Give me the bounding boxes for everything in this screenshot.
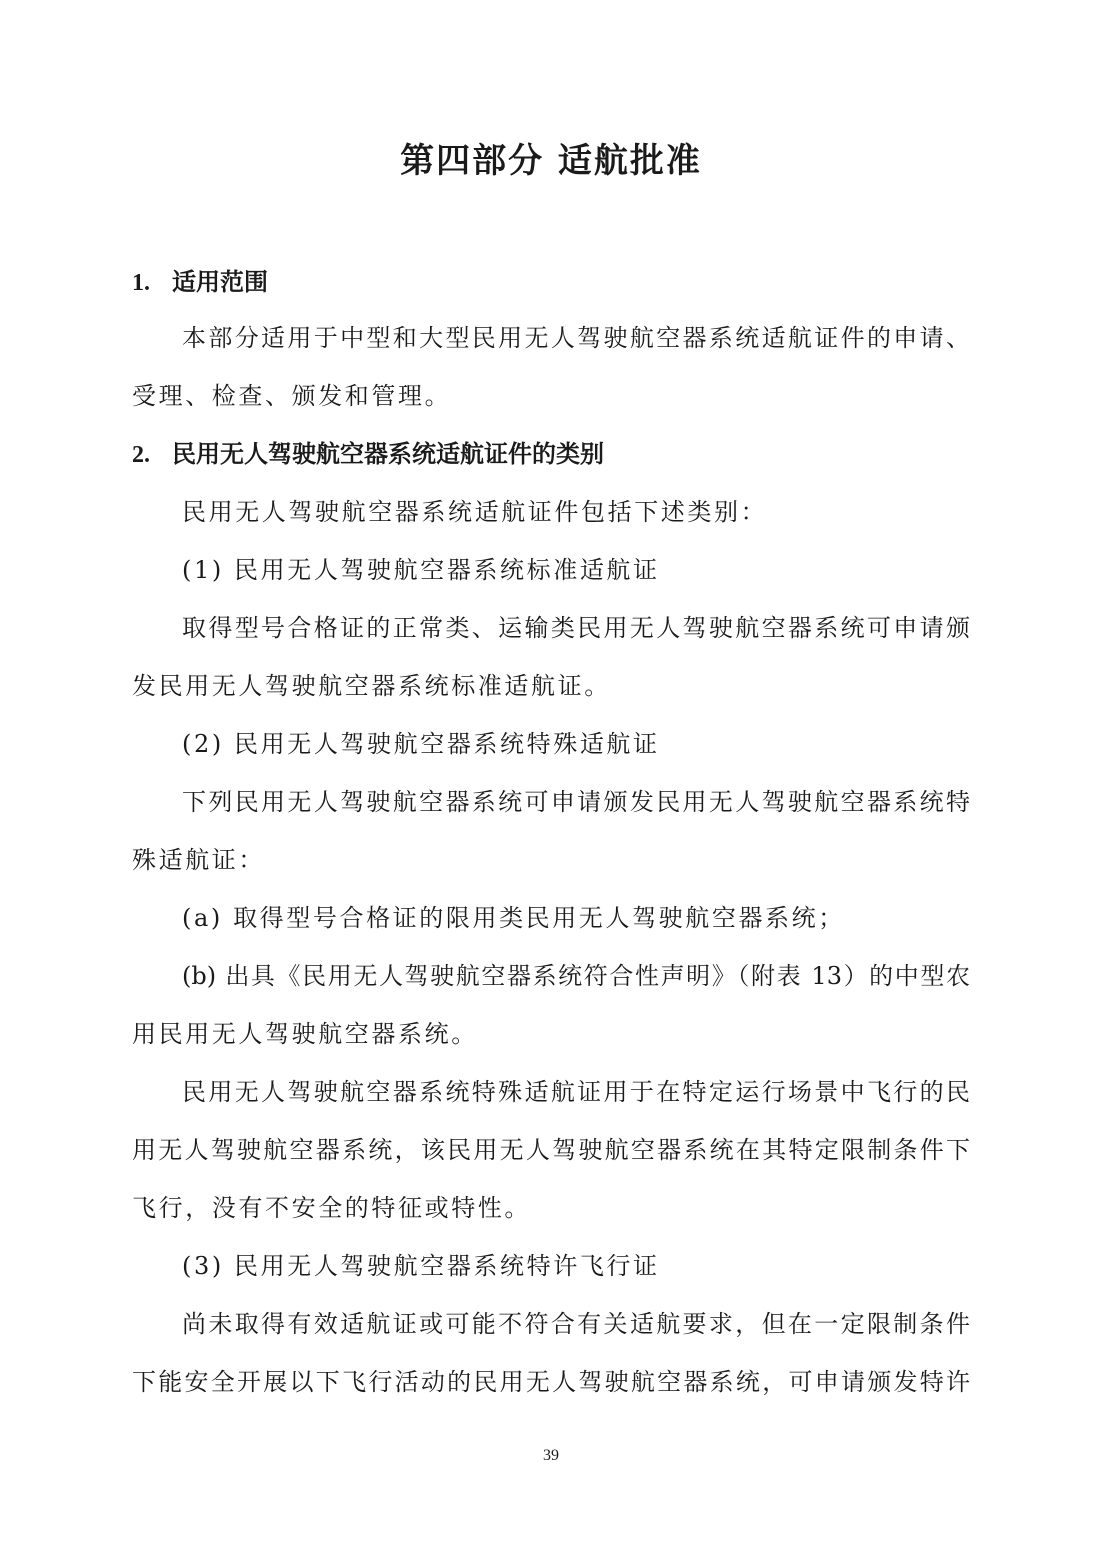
paragraph-line: 飞行，没有不安全的特征或特性。 [132, 1194, 531, 1222]
paragraph-line: 下列民用无人驾驶航空器系统可申请颁发民用无人驾驶航空器系统特 [182, 788, 970, 816]
page-number: 39 [543, 1447, 559, 1464]
list-item: (3) 民用无人驾驶航空器系统特许飞行证 [182, 1252, 660, 1280]
paragraph-line: 下能安全开展以下飞行活动的民用无人驾驶航空器系统，可申请颁发特许 [132, 1368, 970, 1396]
paragraph-line: 取得型号合格证的正常类、运输类民用无人驾驶航空器系统可申请颁 [182, 614, 970, 642]
paragraph-line: 民用无人驾驶航空器系统特殊适航证用于在特定运行场景中飞行的民 [182, 1078, 970, 1106]
paragraph-line: 用民用无人驾驶航空器系统。 [132, 1020, 478, 1048]
list-item: (a) 取得型号合格证的限用类民用无人驾驶航空器系统； [182, 904, 845, 932]
paragraph-line: 殊适航证： [132, 846, 265, 874]
page-title: 第四部分 适航批准 [400, 141, 702, 181]
paragraph-line: 发民用无人驾驶航空器系统标准适航证。 [132, 672, 611, 700]
section-heading-text: 适用范围 [172, 267, 268, 296]
list-item: (b) 出具《民用无人驾驶航空器系统符合性声明》（附表 13）的中型农 [182, 962, 970, 990]
paragraph-line: 受理、检查、颁发和管理。 [132, 382, 452, 410]
section-number: 1. [132, 270, 150, 296]
paragraph-line: 尚未取得有效适航证或可能不符合有关适航要求，但在一定限制条件 [182, 1310, 970, 1338]
section-heading-1 [132, 264, 268, 301]
paragraph-line: 民用无人驾驶航空器系统适航证件包括下述类别： [182, 498, 768, 526]
paragraph-line: 本部分适用于中型和大型民用无人驾驶航空器系统适航证件的申请、 [182, 324, 970, 352]
list-item: (2) 民用无人驾驶航空器系统特殊适航证 [182, 730, 660, 758]
section-number: 2. [132, 442, 150, 468]
section-heading-2 [132, 436, 604, 473]
section-heading-text: 民用无人驾驶航空器系统适航证件的类别 [172, 439, 604, 468]
list-item: (1) 民用无人驾驶航空器系统标准适航证 [182, 556, 660, 584]
paragraph-line: 用无人驾驶航空器系统，该民用无人驾驶航空器系统在其特定限制条件下 [132, 1136, 970, 1164]
